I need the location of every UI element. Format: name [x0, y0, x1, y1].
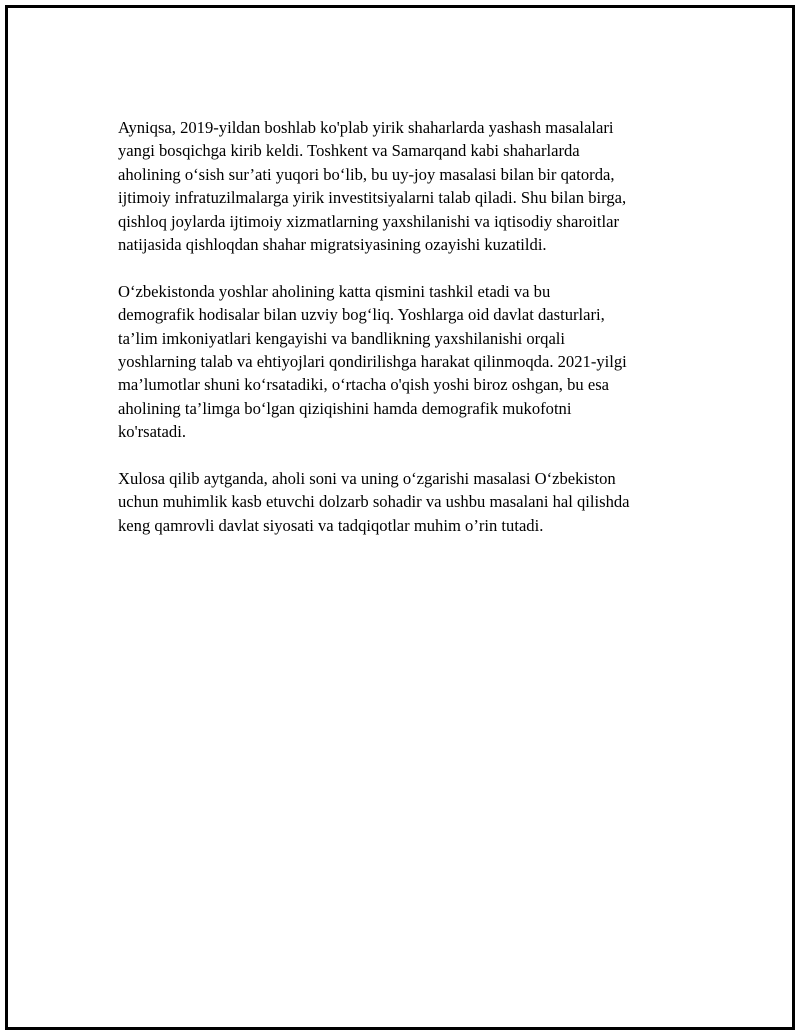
text-line: ko'rsatadi. — [118, 422, 186, 442]
text-line: Ayniqsa, 2019-yildan boshlab ko'plab yirik shaharlarda yashash masalalari — [118, 118, 614, 137]
paragraph-1 — [118, 116, 693, 256]
text-line: O‘zbekistonda yoshlar aholining katta qismini tashkil etadi va bu — [118, 281, 551, 301]
text-line: ijtimoiy infratuzilmalarga yirik investitsiyalarni talab qiladi. Shu bilan birga, — [118, 188, 627, 208]
text-line: yoshlarning talab va ehtiyojlari qondirilishga harakat qilinmoqda. 2021-yilgi — [118, 352, 627, 372]
text-line: yangi bosqichga kirib keldi. Toshkent va Samarqand kabi shaharlarda — [118, 141, 580, 161]
text-line: Xulosa qilib aytganda, aholi soni va uning o‘zgarishi masalasi O‘zbekiston — [118, 469, 616, 489]
text-line: demografik hodisalar bilan uzviy bog‘liq. Yoshlarga oid davlat dasturlari, — [118, 305, 605, 325]
text-line: ma’lumotlar shuni ko‘rsatadiki, o‘rtacha o'qish yoshi biroz oshgan, bu esa — [118, 375, 610, 395]
text-line: natijasida qishloqdan shahar migratsiyasining ozayishi kuzatildi. — [118, 235, 547, 255]
text-line: qishloq joylarda ijtimoiy xizmatlarning yaxshilanishi va iqtisodiy sharoitlar — [118, 211, 619, 231]
text-line: uchun muhimlik kasb etuvchi dolzarb sohadir va ushbu masalani hal qilishda — [118, 492, 630, 512]
text-line: ta’lim imkoniyatlari kengayishi va bandlikning yaxshilanishi orqali — [118, 328, 566, 348]
text-line: keng qamrovli davlat siyosati va tadqiqotlar muhim o’rin tutadi. — [118, 515, 544, 535]
document-body — [118, 116, 693, 561]
paragraph-3 — [118, 467, 693, 537]
paragraph-2 — [118, 280, 693, 444]
text-line: aholining ta’limga bo‘lgan qiziqishini hamda demografik mukofotni — [118, 398, 572, 418]
text-line: aholining o‘sish sur’ati yuqori bo‘lib, bu uy-joy masalasi bilan bir qatorda, — [118, 164, 615, 184]
